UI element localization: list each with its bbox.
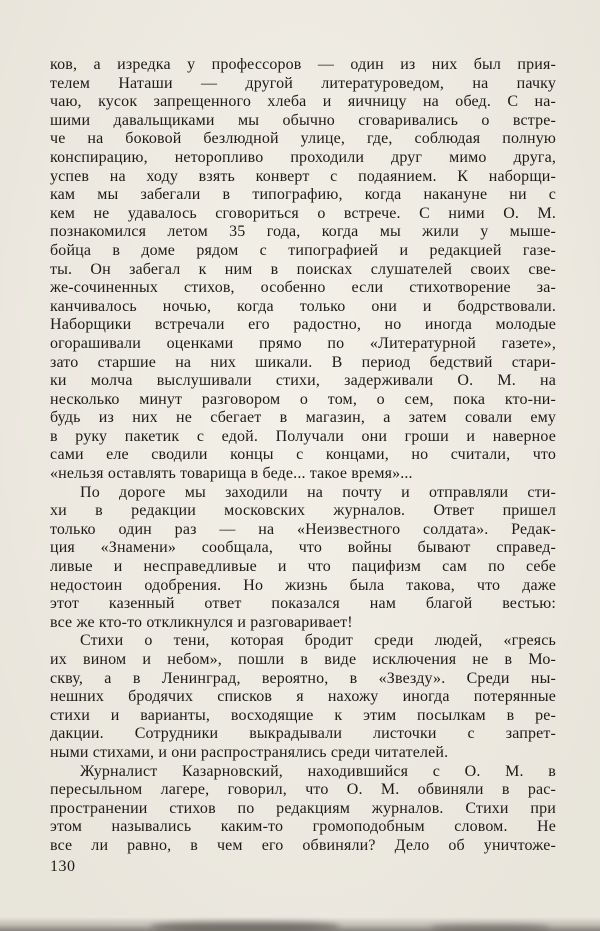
text-line: скву, а в Ленинград, вероятно, в «Звезду». Среди ны-: [50, 669, 556, 687]
text-line: чаю, кусок запрещенного хлеба и яичницу на обед. С на-: [50, 93, 556, 111]
text-line: огорашивали оценками прямо по «Литературной газете»,: [50, 334, 556, 352]
paragraph: [50, 632, 556, 762]
page-text: [50, 56, 556, 856]
text-line: че на боковой безлюдной улице, где, соблюдая полную: [50, 130, 556, 148]
text-line: пространении стихов по редакциям журналов. Стихи при: [50, 799, 556, 817]
text-line: канчивалось ночью, когда только они и бодрствовали.: [50, 297, 556, 315]
text-line: Наборщики встречали его радостно, но иногда молодые: [50, 316, 556, 334]
text-line: бойца в доме рядом с типографией и редакцией газе-: [50, 241, 556, 259]
text-line: конспирацию, неторопливо проходили друг мимо друга,: [50, 148, 556, 166]
text-line: ков, а изредка у профессоров — один из них был прия-: [50, 56, 556, 73]
text-line: ки молча выслушивали стихи, задерживали О. М. на: [50, 372, 556, 390]
text-line: все же кто-то откликнулся и разговаривает!: [50, 613, 353, 631]
text-line: кем не удавалось сговориться о встрече. С ними О. М.: [50, 204, 556, 222]
text-line: зато старшие на них шикали. В период бедствий стари-: [50, 353, 556, 371]
paragraph: [50, 484, 556, 633]
paragraph: [50, 56, 556, 484]
text-line: успев на ходу взять конверт с подаянием. К наборщи-: [50, 167, 556, 185]
text-line: ция «Знамени» сообщала, что войны бывают справед-: [50, 539, 556, 557]
text-line: недостоин одобрения. Но жизнь была такова, что даже: [50, 576, 556, 594]
text-line: хи в редакции московских журналов. Ответ пришел: [50, 502, 556, 520]
text-line: только один раз — на «Неизвестного солдата». Редак-: [50, 520, 556, 538]
scan-smudge: [430, 924, 550, 931]
text-line: «нельзя оставлять товарища в беде... такое время»...: [50, 465, 413, 483]
text-line: несколько минут разговором о том, о сем, пока кто-ни-: [50, 390, 556, 408]
text-line: в руку пакетик с едой. Получали они гроши и наверное: [50, 427, 556, 445]
text-line: сами еле сводили концы с концами, но считали, что: [50, 446, 556, 464]
text-line: нешних бродячих списков я нахожу иногда потерянные: [50, 688, 556, 706]
scan-smudge: [150, 922, 340, 931]
page-number: 130: [50, 858, 76, 875]
text-line: Журналист Казарновский, находившийся с О. М. в: [80, 762, 556, 780]
text-line: ливые и несправедливые и что пацифизм сам по себе: [50, 558, 556, 576]
text-line: По дороге мы заходили на почту и отправляли сти-: [80, 483, 556, 501]
text-line: телем Наташи — другой литературоведом, на пачку: [50, 74, 556, 92]
text-line: будь из них не сбегает в магазин, а затем совали ему: [50, 409, 556, 427]
text-line: же-сочиненных стихов, особенно если стихотворение за-: [50, 279, 556, 297]
text-line: стихи и варианты, восходящие к этим посылкам в ре-: [50, 706, 556, 724]
text-line: все ли равно, в чем его обвиняли? Дело об уничтоже-: [50, 836, 556, 854]
paragraph: [50, 763, 556, 856]
text-line: кам мы забегали в типографию, когда накануне ни с: [50, 186, 556, 204]
text-line: ты. Он забегал к ним в поисках слушателей своих све-: [50, 260, 556, 278]
text-line: пересыльном лагере, говорил, что О. М. обвиняли в рас-: [50, 781, 556, 799]
text-line: шими давальщиками мы обычно сговаривались о встре-: [50, 111, 556, 129]
text-line: Стихи о тени, которая бродит среди людей, «греясь: [80, 632, 556, 650]
text-line: их вином и небом», пошли в виде исключения не в Мо-: [50, 651, 556, 668]
text-line: дакции. Сотрудники выкрадывали листочки с запрет-: [50, 725, 556, 743]
text-line: этом назывались каким-то громоподобным словом. Не: [50, 818, 556, 836]
text-line: этот казенный ответ показался нам благой вестью:: [50, 595, 556, 613]
text-line: познакомился летом 35 года, когда мы жили у мыше-: [50, 223, 556, 241]
text-line: ными стихами, и они распространялись среди читателей.: [50, 743, 449, 761]
